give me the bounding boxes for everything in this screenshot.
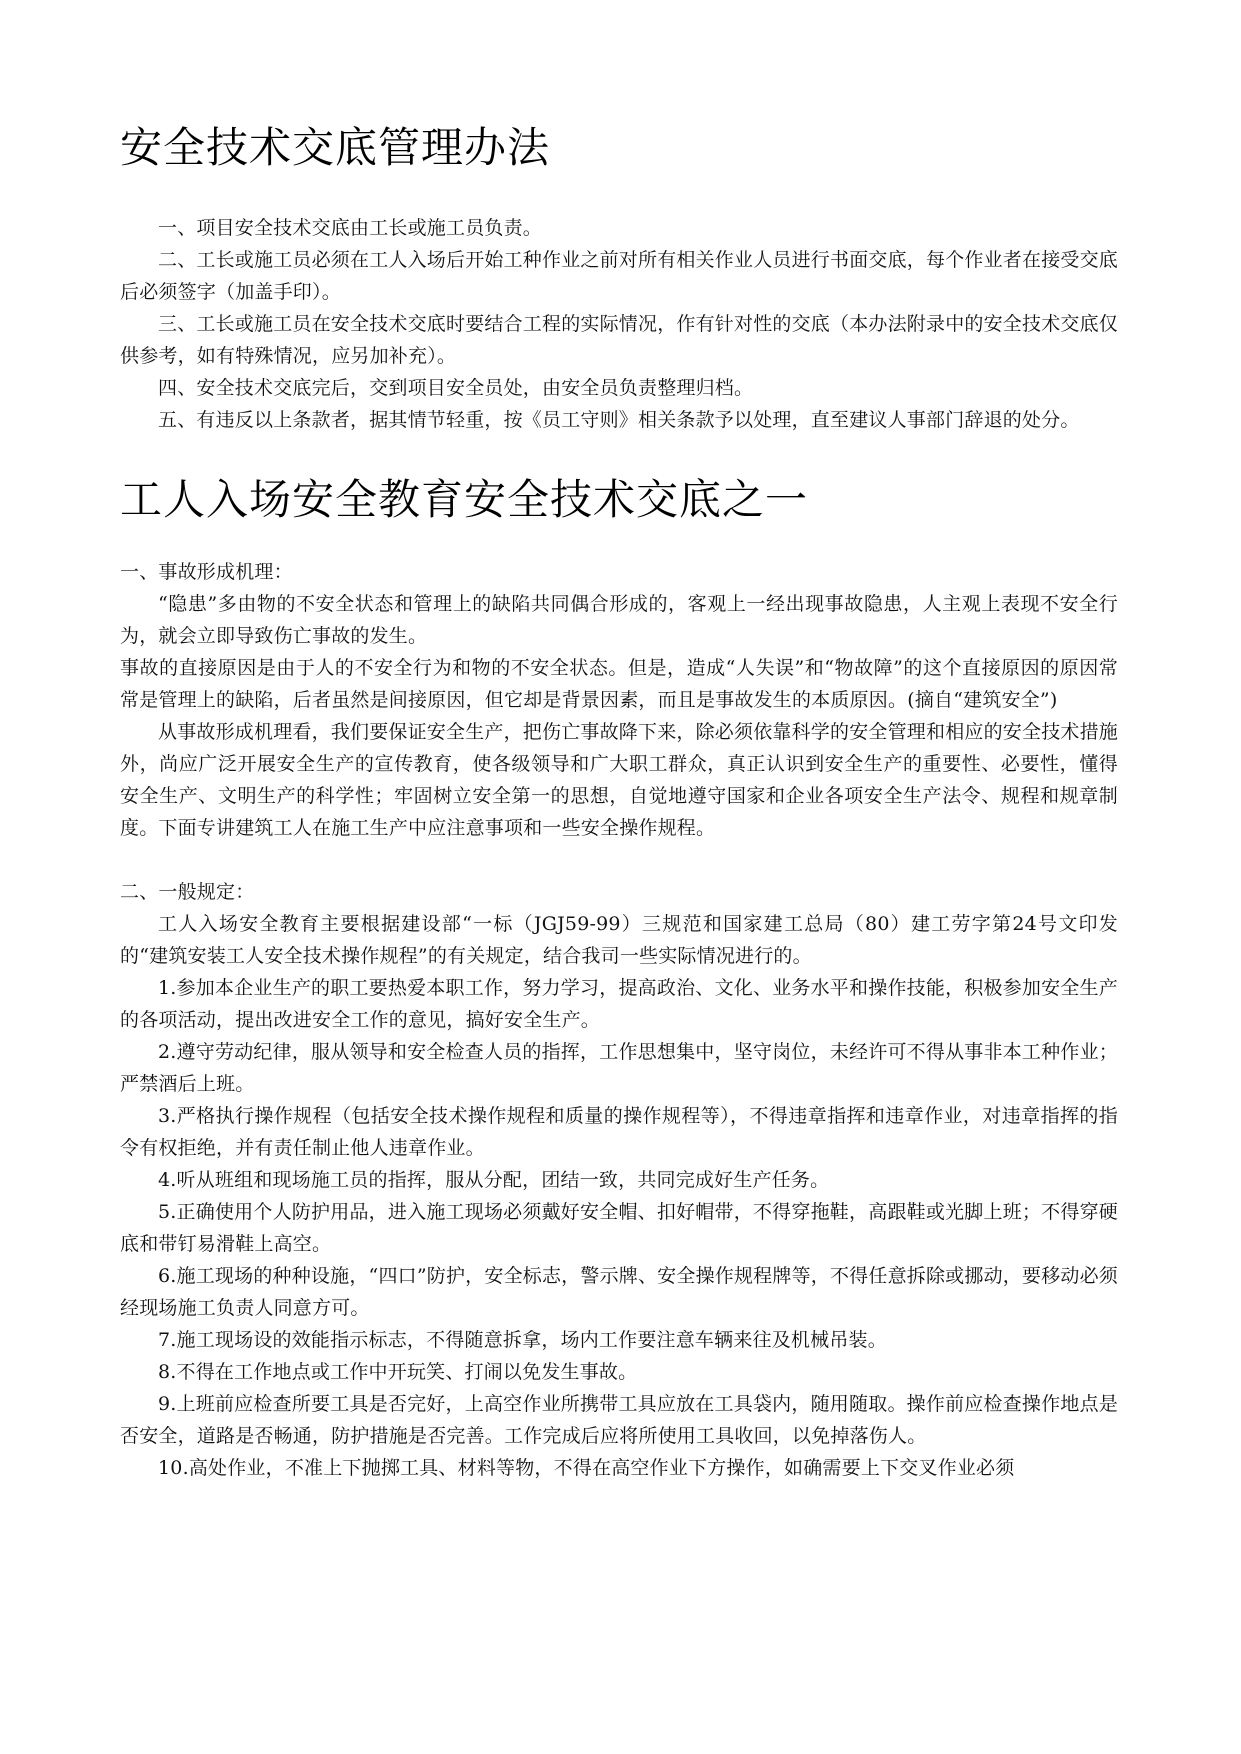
list-item: 2.遵守劳动纪律，服从领导和安全检查人员的指挥，工作思想集中，坚守岗位，未经许可不得从事非本工种作业；严禁酒后上班。 <box>120 1041 1118 1095</box>
body-paragraph: 工人入场安全教育主要根据建设部“一标（JGJ59-99）三规范和国家建工总局（80）建工劳字第24号文印发的“建筑安装工人安全技术操作规程”的有关规定，结合我司一些实际情况进行的。 <box>120 913 1118 967</box>
list-item: 1.参加本企业生产的职工要热爱本职工作，努力学习，提高政治、文化、业务水平和操作技能，积极参加安全生产的各项活动，提出改进安全工作的意见，搞好安全生产。 <box>120 977 1118 1031</box>
subsection-heading: 一、事故形成机理： <box>120 561 293 583</box>
list-item: 10.高处作业，不准上下抛掷工具、材料等物，不得在高空作业下方操作，如确需要上下交叉作业必须 <box>158 1457 1015 1479</box>
section-title-management-rules: 安全技术交底管理办法 <box>120 123 551 172</box>
rule-paragraph: 四、安全技术交底完后，交到项目安全员处，由安全员负责整理归档。 <box>158 377 754 399</box>
accident-mechanism-section <box>120 556 1118 844</box>
rule-paragraph: 五、有违反以上条款者，据其情节轻重，按《员工守则》相关条款予以处理，直至建议人事部门辞退的处分。 <box>158 409 1080 431</box>
rule-paragraph: 三、工长或施工员在安全技术交底时要结合工程的实际情况，作有针对性的交底（本办法附录中的安全技术交底仅供参考，如有特殊情况，应另加补充）。 <box>120 313 1119 367</box>
list-item: 9.上班前应检查所要工具是否完好，上高空作业所携带工具应放在工具袋内，随用随取。操作前应检查操作地点是否安全，道路是否畅通，防护措施是否完善。工作完成后应将所使用工具收回，以免掉落伤人。 <box>120 1393 1118 1447</box>
list-item: 7.施工现场设的效能指示标志，不得随意拆拿，场内工作要注意车辆来往及机械吊装。 <box>158 1329 887 1351</box>
list-item: 8.不得在工作地点或工作中开玩笑、打闹以免发生事故。 <box>158 1361 638 1383</box>
body-paragraph: “隐患”多由物的不安全状态和管理上的缺陷共同偶合形成的，客观上一经出现事故隐患，人主观上表现不安全行为，就会立即导致伤亡事故的发生。 <box>120 593 1118 647</box>
subsection-heading: 二、一般规定： <box>120 881 255 903</box>
body-paragraph: 事故的直接原因是由于人的不安全行为和物的不安全状态。但是，造成“人失误”和“物故障”的这个直接原因的原因常常是管理上的缺陷，后者虽然是间接原因，但它却是背景因素，而且是事故发生的本质原因。(摘自“建筑安全”) <box>120 657 1118 711</box>
general-rules-section <box>120 876 1118 1484</box>
section-title-worker-safety-education: 工人入场安全教育安全技术交底之一 <box>120 475 809 524</box>
list-item: 3.严格执行操作规程（包括安全技术操作规程和质量的操作规程等），不得违章指挥和违章作业，对违章指挥的指令有权拒绝，并有责任制止他人违章作业。 <box>120 1105 1118 1159</box>
list-item: 4.听从班组和现场施工员的指挥，服从分配，团结一致，共同完成好生产任务。 <box>158 1169 830 1191</box>
document-page <box>120 118 1118 1484</box>
management-rules-body <box>120 212 1118 436</box>
rule-paragraph: 二、工长或施工员必须在工人入场后开始工种作业之前对所有相关作业人员进行书面交底，每个作业者在接受交底后必须签字（加盖手印）。 <box>120 249 1119 303</box>
rule-paragraph: 一、项目安全技术交底由工长或施工员负责。 <box>158 217 543 239</box>
body-paragraph: 从事故形成机理看，我们要保证安全生产，把伤亡事故降下来，除必须依靠科学的安全管理和相应的安全技术措施外，尚应广泛开展安全生产的宣传教育，使各级领导和广大职工群众，真正认识到安全生产的重要性、必要性，懂得安全生产、文明生产的科学性；牢固树立安全第一的思想，自觉地遵守国家和企业各项安全生产法令、规程和规章制度。下面专讲建筑工人在施工生产中应注意事项和一些安全操作规程。 <box>120 721 1119 839</box>
list-item: 5.正确使用个人防护用品，进入施工现场必须戴好安全帽、扣好帽带，不得穿拖鞋，高跟鞋或光脚上班；不得穿硬底和带钉易滑鞋上高空。 <box>120 1201 1118 1255</box>
list-item: 6.施工现场的种种设施，“四口”防护，安全标志，警示牌、安全操作规程牌等，不得任意拆除或挪动，要移动必须经现场施工负责人同意方可。 <box>120 1265 1118 1319</box>
